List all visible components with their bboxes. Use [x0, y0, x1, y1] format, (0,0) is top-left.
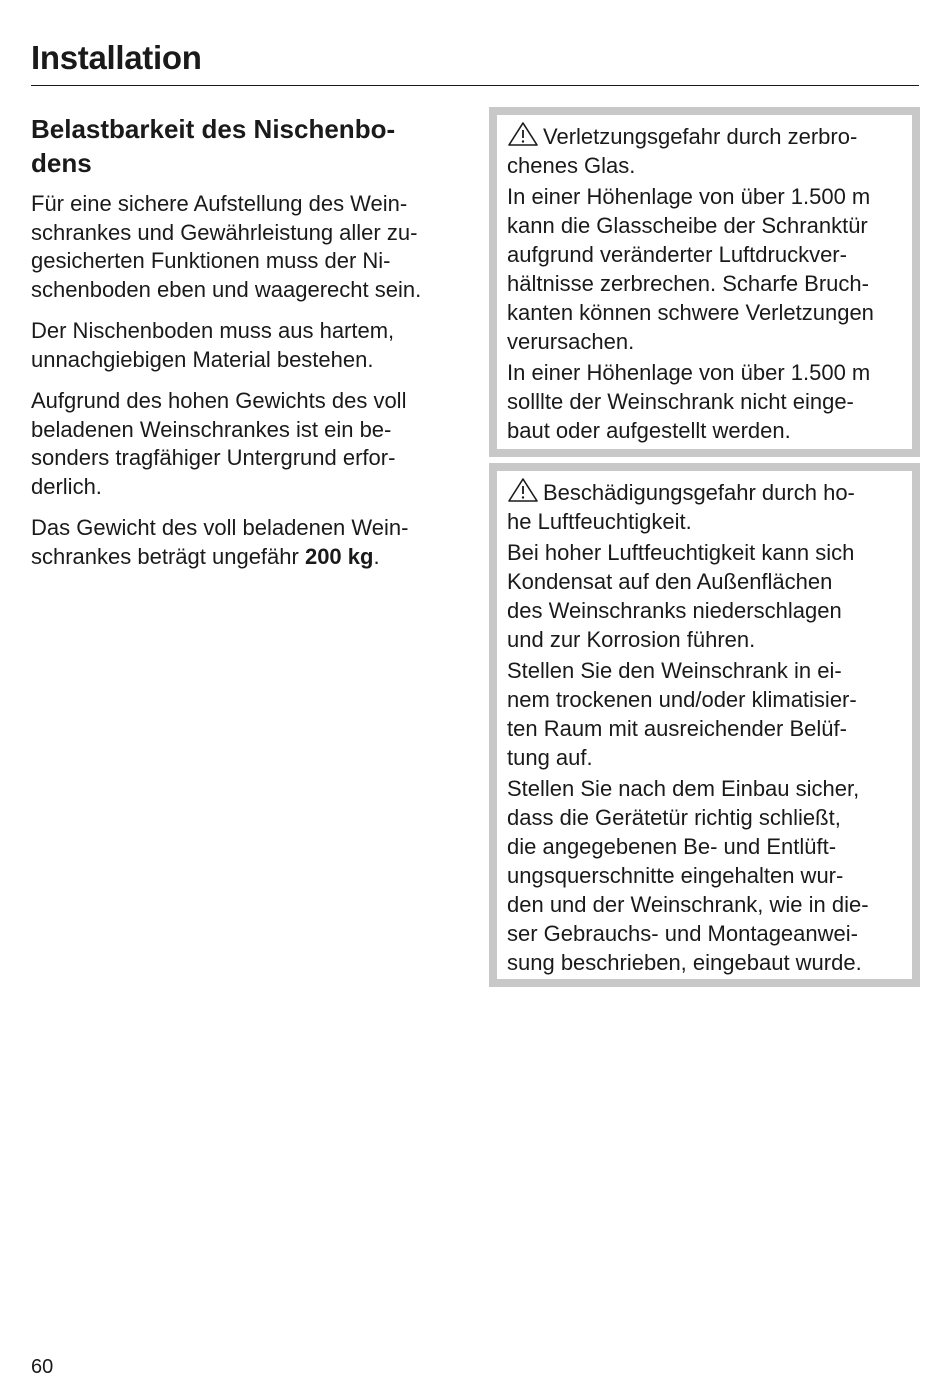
warning-triangle-icon: [507, 477, 539, 503]
text-line: solllte der Weinschrank nicht einge-: [507, 389, 854, 414]
warning-title-text: Beschädigungsgefahr durch ho-: [543, 480, 855, 505]
warning-paragraph: [507, 774, 904, 977]
text-line: sonders tragfähiger Untergrund erfor-: [31, 445, 396, 470]
text-line: kann die Glasscheibe der Schranktür: [507, 213, 868, 238]
text-line: unnachgiebigen Material bestehen.: [31, 346, 374, 372]
warning-paragraph: [507, 358, 904, 445]
weight-prefix: schrankes beträgt ungefähr: [31, 543, 305, 569]
paragraph-hard-material: [31, 317, 471, 374]
warning-box-humidity: [489, 463, 920, 987]
text-line: die angegebenen Be- und Entlüft-: [507, 834, 837, 859]
paragraph-level-floor: [31, 190, 471, 304]
left-column: [31, 112, 471, 584]
warning-title-text: Verletzungsgefahr durch zerbro-: [543, 124, 858, 149]
text-line: aufgrund veränderter Luftdruckver-: [507, 242, 847, 267]
text-line: dass die Gerätetür richtig schließt,: [507, 805, 841, 830]
weight-value: 200 kg: [304, 543, 374, 569]
warning-title: [507, 477, 904, 536]
warning-triangle-icon: [507, 121, 539, 147]
weight-suffix: .: [373, 543, 380, 569]
text-line: ten Raum mit ausreichender Belüf-: [507, 716, 847, 741]
text-line: [31, 543, 471, 572]
page-title: Installation: [31, 39, 202, 76]
text-line: beladenen Weinschrankes ist ein be-: [31, 416, 392, 442]
text-line: und zur Korrosion führen.: [507, 627, 756, 652]
warning-paragraph: [507, 538, 904, 654]
text-line: sung beschrieben, eingebaut wurde.: [507, 950, 862, 975]
warning-title-line: chenes Glas.: [507, 153, 636, 178]
text-line: Bei hoher Luftfeuchtigkeit kann sich: [507, 540, 855, 565]
text-line: Stellen Sie den Weinschrank in ei-: [507, 658, 842, 683]
warning-paragraph: [507, 656, 904, 772]
warning-title-line: [507, 477, 904, 507]
warning-title: [507, 121, 904, 180]
text-line: nem trockenen und/oder klimatisier-: [507, 687, 857, 712]
text-line: schenboden eben und waagerecht sein.: [31, 276, 422, 302]
text-line: derlich.: [31, 473, 102, 499]
text-line: In einer Höhenlage von über 1.500 m: [507, 360, 871, 385]
text-line: baut oder aufgestellt werden.: [507, 418, 791, 443]
text-line: Der Nischenboden muss aus hartem,: [31, 318, 395, 343]
text-line: schrankes und Gewährleistung aller zu-: [31, 219, 418, 245]
section-heading-line: Belastbarkeit des Nischenbo-: [31, 114, 396, 144]
text-line: Das Gewicht des voll beladenen Wein-: [31, 515, 409, 540]
text-line: den und der Weinschrank, wie in die-: [507, 892, 869, 917]
text-line: verursachen.: [507, 329, 635, 354]
warning-title-line: he Luftfeuchtigkeit.: [507, 509, 692, 534]
text-line: ungsquerschnitte eingehalten wur-: [507, 863, 844, 888]
section-heading: [31, 112, 471, 180]
paragraph-heavy-load: [31, 387, 471, 501]
section-heading-line: dens: [31, 148, 92, 178]
text-line: hältnisse zerbrechen. Scharfe Bruch-: [507, 271, 869, 296]
text-line: kanten können schwere Verletzungen: [507, 300, 874, 325]
title-divider: [31, 85, 919, 86]
text-line: Kondensat auf den Außenflächen: [507, 569, 833, 594]
page-number: 60: [31, 1356, 54, 1378]
text-line: Aufgrund des hohen Gewichts des voll: [31, 388, 407, 413]
text-line: gesicherten Funktionen muss der Ni-: [31, 248, 391, 273]
text-line: Stellen Sie nach dem Einbau sicher,: [507, 776, 860, 801]
text-line: tung auf.: [507, 745, 593, 770]
warning-title-line: [507, 121, 904, 151]
text-line: Für eine sichere Aufstellung des Wein-: [31, 191, 408, 216]
text-line: In einer Höhenlage von über 1.500 m: [507, 184, 871, 209]
warning-paragraph: [507, 182, 904, 356]
paragraph-weight: [31, 514, 471, 571]
text-line: ser Gebrauchs- und Montageanwei-: [507, 921, 858, 946]
warning-box-glass: [489, 107, 920, 457]
text-line: des Weinschranks niederschlagen: [507, 598, 842, 623]
